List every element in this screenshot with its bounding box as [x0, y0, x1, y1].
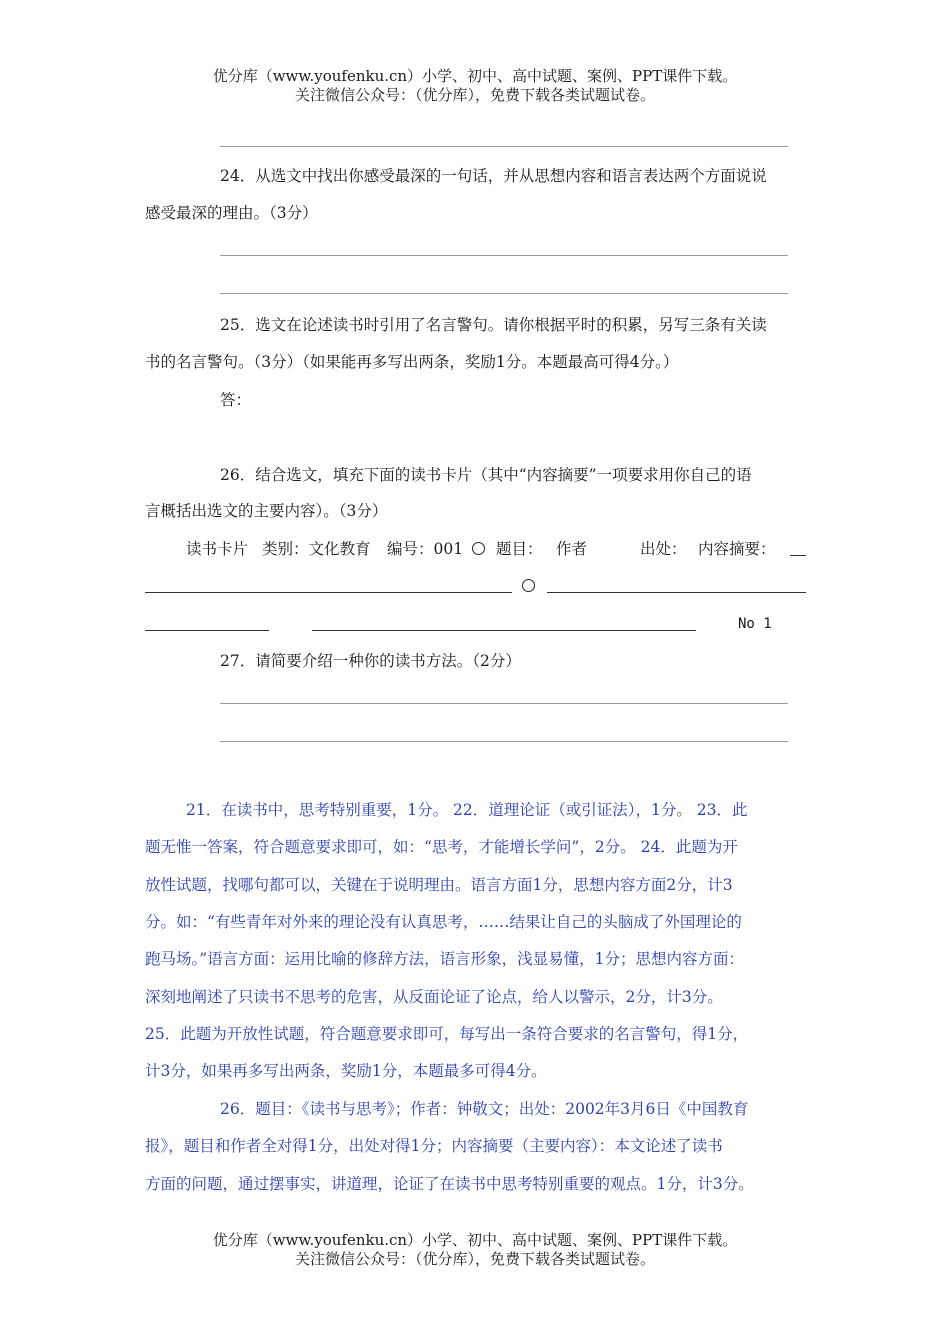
question-25-line2: 书的名言警句。（3分）（如果能再多写出两条，奖励1分。本题最高可得4分。） [145, 353, 679, 371]
card-category: 类别：文化教育 [262, 540, 371, 558]
answer-line [220, 741, 788, 742]
card-source: 出处： [640, 540, 687, 558]
fill-line [790, 555, 806, 556]
answer-line [220, 146, 788, 147]
page-footer-line1: 优分库（www.youfenku.cn）小学、初中、高中试题、案例、PPT课件下载。 [212, 1231, 738, 1249]
question-24-line2: 感受最深的理由。（3分） [145, 204, 318, 222]
fill-line [547, 592, 806, 593]
page-footer-line2: 关注微信公众号：（优分库），免费下载各类试题试卷。 [294, 1250, 655, 1268]
question-26-line1: 26．结合选文，填充下面的读书卡片（其中“内容摘要”一项要求用你自己的语 [220, 466, 752, 484]
answer-line [220, 255, 788, 256]
answer-key-line2: 题无惟一答案，符合题意要求即可，如：“思考，才能增长学问”，2分。 24．此题为开 [145, 838, 738, 856]
answer-line [220, 293, 788, 294]
answer-key-line1: 21．在读书中，思考特别重要，1分。 22．道理论证（或引证法），1分。 23．此 [186, 801, 748, 819]
card-topic: 题目： [496, 540, 543, 558]
answer-line [220, 703, 788, 704]
answer-key-line11: 方面的问题，通过摆事实，讲道理，论证了在读书中思考特别重要的观点。1分，计3分。 [145, 1175, 754, 1193]
fill-line [145, 630, 269, 631]
question-24-line1: 24．从选文中找出你感受最深的一句话，并从思想内容和语言表达两个方面说说 [220, 167, 767, 185]
answer-key-line9: 26．题目：《读书与思考》；作者：钟敬文；出处：2002年3月6日《中国教育 [220, 1100, 749, 1118]
answer-label: 答： [220, 391, 252, 409]
answer-key-line10: 报》，题目和作者全对得1分，出处对得1分；内容摘要（主要内容）：本文论述了读书 [145, 1137, 723, 1155]
fill-line [312, 630, 696, 631]
answer-key-line8: 计3分，如果再多写出两条，奖励1分，本题最多可得4分。 [145, 1062, 547, 1080]
answer-key-line6: 深刻地阐述了只读书不思考的危害，从反面论证了论点，给人以警示，2分，计3分。 [145, 988, 723, 1006]
question-27-line1: 27．请简要介绍一种你的读书方法。（2分） [220, 652, 521, 670]
question-26-line2: 言概括出选文的主要内容）。（3分） [145, 502, 388, 520]
card-number: 编号：001 [387, 540, 464, 558]
page-header-line2: 关注微信公众号：（优分库），免费下载各类试题试卷。 [294, 86, 655, 104]
answer-key-line5: 跑马场。”语言方面：运用比喻的修辞方法，语言形象，浅显易懂，1分；思想内容方面： [145, 950, 745, 968]
page-header-line1: 优分库（www.youfenku.cn）小学、初中、高中试题、案例、PPT课件下载。 [212, 67, 738, 85]
card-author: 作者 [556, 540, 588, 558]
question-25-line1: 25．选文在论述读书时引用了名言警句。请你根据平时的积累，另写三条有关读 [220, 316, 767, 334]
answer-key-line3: 放性试题，找哪句都可以，关键在于说明理由。语言方面1分，思想内容方面2分，计3 [145, 876, 733, 894]
card-summary: 内容摘要： [698, 540, 776, 558]
answer-key-line7: 25．此题为开放性试题，符合题意要求即可，每写出一条符合要求的名言警句，得1分， [145, 1025, 749, 1043]
answer-key-line4: 分。如：“有些青年对外来的理论没有认真思考，……结果让自己的头脑成了外国理论的 [145, 913, 742, 931]
card-page-number: No 1 [738, 616, 772, 632]
circle-icon [472, 542, 485, 555]
fill-line [145, 592, 512, 593]
circle-icon [522, 579, 535, 592]
card-title: 读书卡片 [186, 540, 249, 558]
